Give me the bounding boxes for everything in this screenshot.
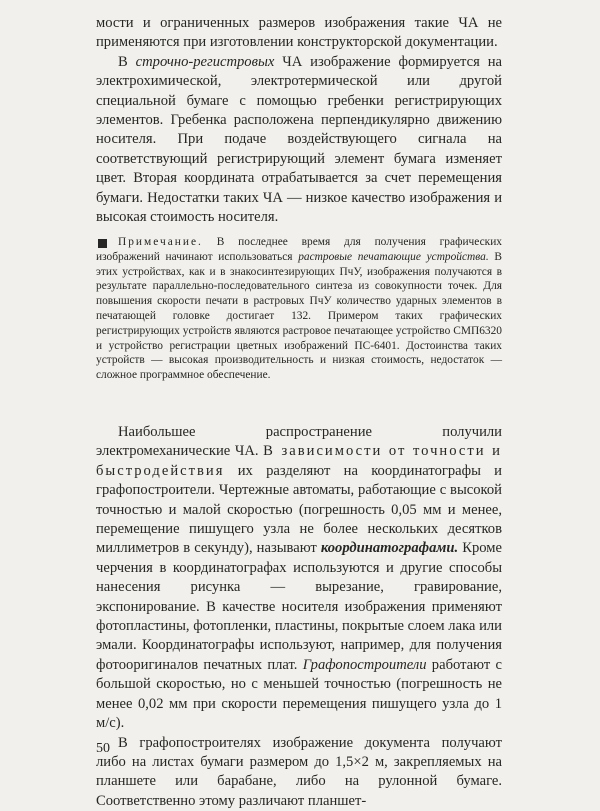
- top-text-block: [96, 14, 502, 227]
- note-block: [96, 235, 502, 383]
- spaced-emphasis: В зависимости от точности и быстродействия: [96, 443, 502, 478]
- page-number: 50: [96, 741, 110, 757]
- main-text-block: [96, 423, 502, 811]
- plotters-paragraph: В графопостроителях изображение документа получают либо на листах бумаги размером до 1,5×2 м, закрепляемых на планшете или барабане, либо на рулонной бумаге. Соответственно этому различают планшет-: [96, 734, 502, 811]
- term-coordinatographs: координатографами.: [321, 540, 458, 556]
- electromechanical-paragraph: Наибольшее распространение получили электромеханические ЧА. В зависимости от точности и быстродействия их разделяют на координатографы и графопостроители. Чертежные автоматы, работающие с высокой точностью и малой скоростью (погрешность 0,05 мм и менее, перемещение пишущего узла не более нескольких десятков миллиметров в секунду), называют координатографами. Кроме черчения в координатографах используются и другие способы нанесения рисунка — вырезание, гравирование, экспонирование. В качестве носителя изображения применяют фотопластины, фотопленки, пластины, покрытые слоем лака или эмали. Координатографы используют, например, для получения фотооригиналов печатных плат. Графопостроители работают с большой скоростью, но с меньшей точностью (погрешность не менее 0,02 мм при скорости перемещения пишущего узла до 1 м/с).: [96, 423, 502, 734]
- term-strip-register: строчно-регистровых: [136, 54, 275, 70]
- raster-recorders-paragraph: В строчно-регистровых ЧА изображение формируется на электрохимической, электротермической или другой специальной бумаге с помощью гребенки регистрирующих элементов. Гребенка расположена перпендикулярно движению носителя. При подаче воздействующего сигнала на соответствующий регистрирующий элемент бумага изменяет цвет. Вторая координата отрабатывается за счет перемещения бумаги. Недостатки таких ЧА — низкое качество изображения и высокая стоимость носителя.: [96, 53, 502, 228]
- note-label: Примечание.: [118, 236, 203, 248]
- continuation-paragraph: мости и ограниченных размеров изображения такие ЧА не применяются при изготовлении конструкторской документации.: [96, 14, 502, 53]
- term-plotters: Графопостроители: [303, 657, 427, 673]
- note-term: растровые печатающие устройства.: [298, 251, 488, 263]
- note-paragraph: Примечание. В последнее время для получения графических изображений начинают использоваться растровые печатающие устройства. В этих устройствах, как и в знакосинтезирующих ПчУ, изображения получаются в результате параллельно-последовательного синтеза из совокупности точек. Для повышения скорости печати в растровых ПчУ количество ударных элементов в печатающей головке достигает 132. Примером таких графических регистрирующих устройств являются растровое печатающее устройство СМП6320 и устройство регистрации цветных изображений ПС-6401. Достоинства таких устройств — высокая производительность и низкая стоимость, недостаток — сложное программное обеспечение.: [96, 235, 502, 383]
